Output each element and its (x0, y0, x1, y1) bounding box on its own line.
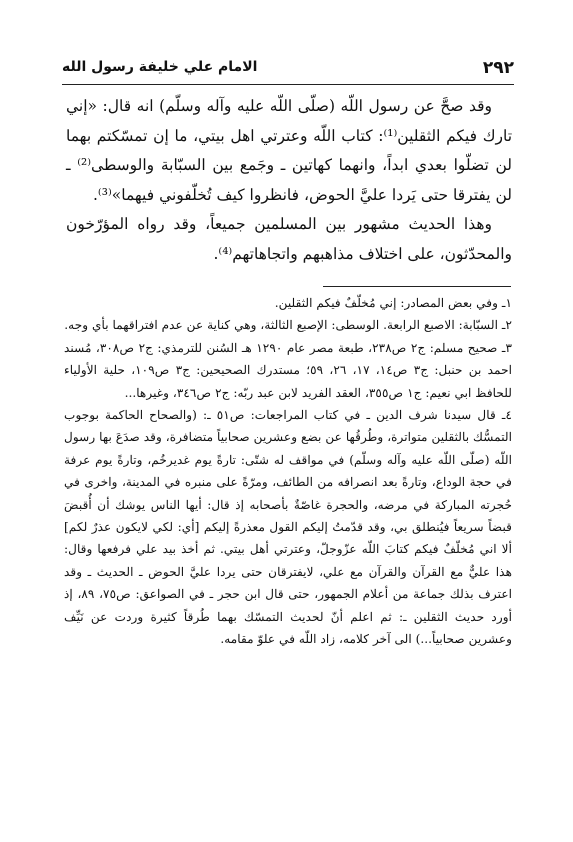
main-text (66, 92, 512, 269)
paragraph-narration: وهذا الحديث مشهور بين المسلمين جميعاً، وقد رواه المؤرّخون والمحدّثون، على اختلاف مذاهبهم واتجاهاتهم⁽⁴⁾. (66, 215, 512, 263)
footnote-2: ٢ـ السبّابة: الاصبع الرابعة. الوسطى: الإصبع الثالثة، وهي كناية عن عدم افتراقهما بأي وجه. (64, 318, 512, 333)
page-number: ٢٩٢ (482, 58, 514, 78)
page-header (62, 56, 514, 82)
footnotes (64, 292, 512, 651)
footnote-4: ٤ـ قال سيدنا شرف الدين ـ في كتاب المراجعات: ص٥١ ـ: (والصحاح الحاكمة بوجوب التمسُّك بالثقلين متواترة، وطُرقُها عن بضع وعشرين صحابياً متضافرة، وقد صدَعَ بها رسول اللّه (صلّى اللّه عليه وآله وسلّم) في مواقف له شتّى: تارةً يوم غديرخُم، وتارةً يوم عرفة في حجة الوداع، وتارةً بعد انصرافه من الطائف، ومرّةً على منبره في المدينة، واخرى في حُجرته المباركة في مرضه، والحجرة غاصّةٌ بأصحابه إذ قال: أيها الناس يوشك أن أُقبضَ قبضاً سريعاً فيُنطلق بي، وقد قدّمتُ إليكم القول معذرةً إليكم [أي: لكي لايكون عذرٌ لكم] ألا اني مُخلّفٌ فيكم كتابَ اللّه عزّوجلّ، وعترتي أهل بيتي. ثم أخذ بيد علي فرفعها وقال: هذا عليٌّ مع القرآن والقرآن مع علي، لايفترقان حتى يردا عليَّ الحوض ـ الحديث ـ وقد اعترف بذلك جماعة من أعلام الجمهور، حتى قال ابن حجر ـ في الصواعق: ص٧٥، ٨٩، إذ أورد حديث الثقلين ـ: ثم اعلم أنّ لحديث التمسّك بهما طُرقاً كثيرة وردت عن نَيِّف وعشرين صحابياً...) الى آخر كلامه، زاد اللّه في علوّ مقامه. (64, 408, 512, 647)
footnote-separator (323, 286, 511, 287)
footnote-3: ٣ـ صحيح مسلم: ج٢ ص٢٣٨، طبعة مصر عام ١٢٩٠ هـ السُنن للترمذي: ج٢ ص٣٠٨، مُسند احمد بن حنبل: ج٣ ص١٤، ١٧، ٢٦، ٥٩؛ مستدرك الصحيحين: ج٣ ص١٠٩، حلية الأولياء للحافظ ابي نعيم: ج١ ص٣٥٥، العقد الفريد لابن عبد ربّه: ج٢ ص٣٤٦، وغيرها... (64, 340, 513, 400)
paragraph-hadith: وقد صحَّ عن رسول اللّه (صلّى اللّه عليه وآله وسلّم) انه قال: «إني تارك فيكم الثقلين⁽¹⁾: كتاب اللّه وعترتي اهل بيتي، ما إن تمسّكتم بهما لن تضلّوا بعدي ابداً، وانهما كهاتين ـ وجَمع بين السبّابة والوسطى⁽²⁾ ـ لن يفترقا حتى يَردا عليَّ الحوض، فانظروا كيف تُخلّفوني فيهما»⁽³⁾. (66, 97, 513, 204)
header-rule (62, 84, 514, 85)
footnote-1: ١ـ وفي بعض المصادر: إني مُخلّفٌ فيكم الثقلين. (274, 296, 512, 310)
running-title: الامام علي خليفة رسول الله (62, 59, 258, 75)
